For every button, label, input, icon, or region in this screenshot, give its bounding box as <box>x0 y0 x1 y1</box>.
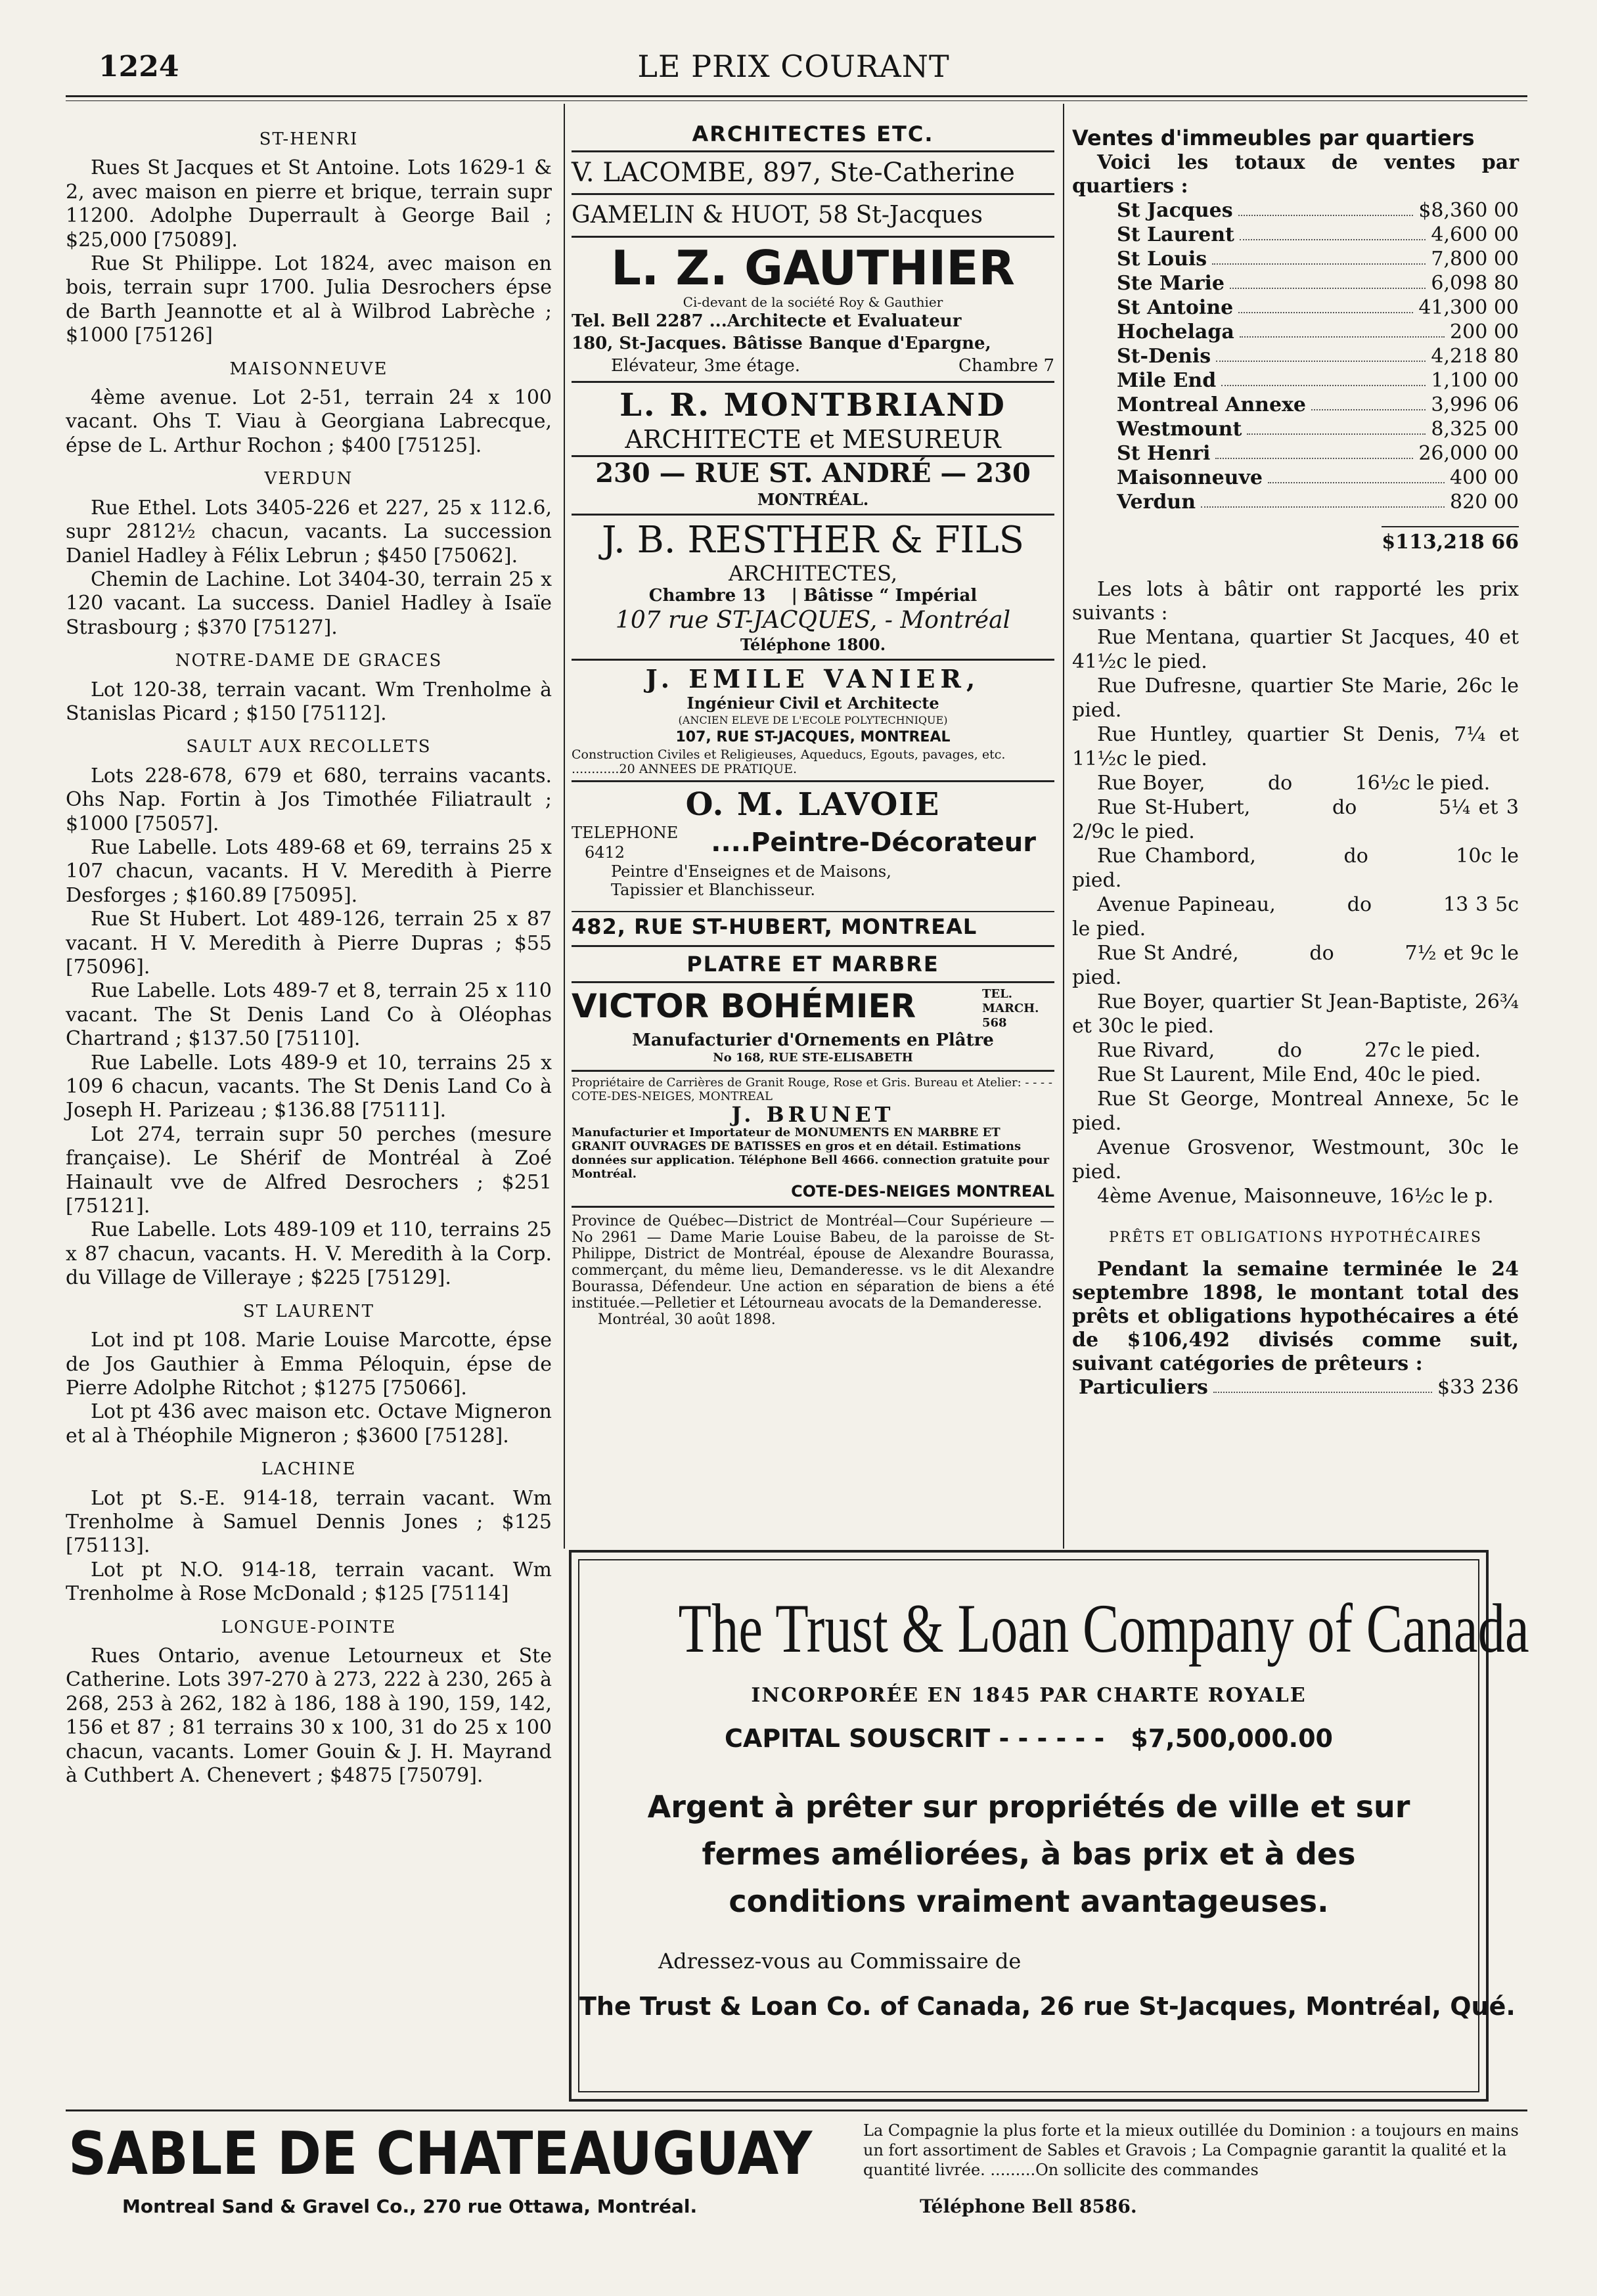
vanier-ad <box>572 661 1054 782</box>
gauthier-name: L. Z. GAUTHIER <box>611 240 1015 296</box>
brunet-intro: Propriétaire de Carrières de Granit Rouge, Rose et Gris. Bureau et Atelier: - - - - COTE-DES-NEIGES, MONTREAL <box>572 1076 1052 1103</box>
dot-leader <box>1238 296 1413 313</box>
ward-total-row <box>1117 466 1519 490</box>
column-divider-1 <box>564 104 565 1549</box>
sable-phone: Téléphone Bell 8586. <box>920 2196 1137 2217</box>
gauthier-floor: Elévateur, 3me étage. <box>611 356 801 376</box>
bottom-rule <box>66 2109 1527 2111</box>
trust-incorporated: INCORPORÉE EN 1845 PAR CHARTE ROYALE <box>751 1684 1307 1707</box>
ward-total-row <box>1117 441 1519 466</box>
resther-address: 107 rue ST-JACQUES, - Montréal <box>615 607 1011 634</box>
header-rule <box>66 95 1527 97</box>
resther-name: J. B. RESTHER & FILS <box>601 519 1025 562</box>
dot-leader <box>1240 320 1445 338</box>
brunet-footer: COTE-DES-NEIGES MONTREAL <box>791 1182 1054 1201</box>
lot-price-entry: Rue St-Hubert, do 5¼ et 3 2/9c le pied. <box>1072 796 1525 843</box>
lacombe-ad: V. LACOMBE, 897, Ste-Catherine <box>572 152 1054 195</box>
notice-date: Montréal, 30 août 1898. <box>598 1312 776 1328</box>
lot-price-entry: 4ème Avenue, Maisonneuve, 16½c le p. <box>1097 1185 1494 1208</box>
sale-entry: Rue Labelle. Lots 489-7 et 8, terrain 25 x 110 vacant. The St Denis Land Co à Oléophas Chartrand ; $137.50 [75110]. <box>66 979 552 1051</box>
sale-entry: Rues St Jacques et St Antoine. Lots 1629-1 & 2, avec maison en pierre et brique, terrain supr 11200. Adolphe Duperrault à George Bail ; $25,000 [75089]. <box>66 156 552 252</box>
trust-title: The Trust & Loan Company of Canada <box>678 1590 1529 1667</box>
lot-price-entry: Avenue Grosvenor, Westmount, 30c le pied. <box>1072 1136 1525 1183</box>
loans-title: PRÊTS ET OBLIGATIONS HYPOTHÉCAIRES <box>1109 1229 1482 1246</box>
dot-leader <box>1268 466 1445 483</box>
dot-leader <box>1201 490 1445 508</box>
ward-amount: $8,360 00 <box>1418 199 1519 222</box>
montbriand-name: L. R. MONTBRIAND <box>619 387 1006 424</box>
brunet-ad <box>572 1072 1054 1208</box>
sale-entry: Lot ind pt 108. Marie Louise Marcotte, épse de Jos Gauthier à Emma Péloquin, épse de Pierre Adolphe Ritchot ; $1275 [75066]. <box>66 1329 552 1400</box>
ward-name: St-Denis <box>1117 345 1211 368</box>
lavoie-name: O. M. LAVOIE <box>685 786 941 823</box>
grand-total: $113,218 66 <box>1382 526 1519 554</box>
particuliers-label: Particuliers <box>1079 1376 1208 1399</box>
ward-name: Ste Marie <box>1117 272 1225 295</box>
sale-entry: 4ème avenue. Lot 2-51, terrain 24 x 100 vacant. Ohs T. Viau à Georgiana Labrecque, épse de L. Arthur Rochon ; $400 [75125]. <box>66 386 552 457</box>
ward-totals-list <box>1072 198 1519 514</box>
ward-name: Mile End <box>1117 369 1217 392</box>
ward-name: Verdun <box>1117 491 1196 514</box>
lot-price-entry: Avenue Papineau, do 13 3 5c le pied. <box>1072 893 1525 940</box>
section-title: NOTRE-DAME DE GRACES <box>175 651 443 671</box>
ward-name: St Henri <box>1117 442 1211 465</box>
lot-price-entry: Rue Boyer, do 16½c le pied. <box>1097 772 1491 795</box>
lot-price-entry: Rue Mentana, quartier St Jacques, 40 et 41½c le pied. <box>1072 626 1525 673</box>
ward-amount: 41,300 00 <box>1418 296 1519 319</box>
ward-name: St Laurent <box>1117 223 1234 246</box>
left-column-sales <box>66 118 552 1788</box>
header-rule-thin <box>66 100 1527 101</box>
court-notice <box>572 1208 1054 1328</box>
sable-company: Montreal Sand & Gravel Co., 270 rue Ottawa, Montréal. <box>122 2196 698 2217</box>
dot-leader <box>1213 1376 1432 1393</box>
trust-address: The Trust & Loan Co. of Canada, 26 rue St-Jacques, Montréal, Qué. <box>579 1992 1516 2021</box>
sale-entry: Rue Labelle. Lots 489-68 et 69, terrains 25 x 107 chacun, vacants. H V. Meredith à Pierre Desforges ; $160.89 [75095]. <box>66 835 552 907</box>
section-title: VERDUN <box>264 469 353 489</box>
lavoie-line1: Peintre d'Enseignes et de Maisons, <box>611 862 891 881</box>
ward-name: St Louis <box>1117 248 1207 271</box>
bohemier-ad <box>572 983 1054 1072</box>
resther-ad <box>572 516 1054 661</box>
ward-total-row <box>1117 368 1519 393</box>
sale-entry: Lot pt N.O. 914-18, terrain vacant. Wm Trenholme à Rose McDonald ; $125 [75114] <box>66 1558 552 1606</box>
ward-total-row <box>1117 490 1519 514</box>
vanier-sub: Ingénieur Civil et Architecte <box>686 694 939 713</box>
ward-amount: 7,800 00 <box>1431 248 1519 271</box>
sable-title: SABLE DE CHATEAUGUAY <box>68 2119 813 2188</box>
loans-text: Pendant la semaine terminée le 24 septembre 1898, le montant total des prêts et obligations hypothécaires a été de $106,492 divisés comme suit, suivant catégories de prêteurs : <box>1072 1258 1519 1375</box>
particuliers-amount: $33 236 <box>1437 1376 1519 1399</box>
trust-loan-ad <box>569 1550 1529 2102</box>
dot-leader <box>1247 417 1426 435</box>
resther-sub: ARCHITECTES, <box>728 561 898 586</box>
dot-leader <box>1238 198 1414 216</box>
dot-leader <box>1221 368 1426 386</box>
lot-price-entry: Rue Rivard, do 27c le pied. <box>1097 1039 1481 1062</box>
lot-price-entry: Rue Chambord, do 10c le pied. <box>1072 845 1525 892</box>
lot-price-entry: Rue Boyer, quartier St Jean-Baptiste, 26¾ et 30c le pied. <box>1072 990 1525 1038</box>
ward-total-row <box>1117 198 1519 223</box>
resther-room: Chambre 13 <box>648 586 766 606</box>
ward-amount: 6,098 80 <box>1431 272 1519 295</box>
sable-ad <box>68 2118 1533 2217</box>
lavoie-tel-number: 6412 <box>585 843 625 862</box>
ad-frame <box>578 1559 1529 2092</box>
bohemier-name: VICTOR BOHÉMIER <box>572 987 916 1025</box>
gauthier-tel: Tel. Bell 2287 ...Architecte et Evaluateur <box>572 311 962 331</box>
ward-total-row <box>1117 417 1519 441</box>
lavoie-address: 482, RUE ST-HUBERT, MONTREAL <box>572 911 1054 941</box>
ward-amount: 400 00 <box>1450 466 1519 489</box>
ward-total-row <box>1117 223 1519 247</box>
ward-amount: 8,325 00 <box>1431 418 1519 441</box>
journal-title: LE PRIX COURANT <box>637 49 950 84</box>
vanier-name: J. EMILE VANIER, <box>645 664 981 694</box>
sale-entry: Rue Labelle. Lots 489-9 et 10, terrains 25 x 109 6 chacun, vacants. The St Denis Land Co à Joseph H. Parizeau ; $136.88 [75111]. <box>66 1051 552 1122</box>
resther-building: | Bâtisse “ Impérial <box>791 586 978 606</box>
lot-price-entry: Rue St George, Montreal Annexe, 5c le pied. <box>1072 1088 1525 1135</box>
ward-total-row <box>1117 247 1519 271</box>
capital-label: CAPITAL SOUSCRIT - - - - - - <box>725 1724 1105 1753</box>
dot-leader <box>1212 247 1426 265</box>
lavoie-ad <box>572 782 1054 947</box>
section-title: ST-HENRI <box>259 129 359 149</box>
ward-name: St Jacques <box>1117 199 1233 222</box>
ward-amount: 4,600 00 <box>1431 223 1519 246</box>
sable-text: La Compagnie la plus forte et la mieux outillée du Dominion : a toujours en mains un fort assortiment de Sables et Gravois ; La Compagnie garantit la qualité et la quantité livrée. .........On sollicite des commandes <box>863 2121 1519 2179</box>
notice-text: Province de Québec—District de Montréal—Cour Supérieure — No 2961 — Dame Marie Louise Babeu, de la paroisse de St-Philippe, District de Montréal, épouse de Alexandre Bourassa, commerçant, du même lieu, Demanderesse. vs le dit Alexandre Bourassa, Défendeur. Une action en séparation de biens a été instituée.—Pelletier et Létourneau avocats de la Demanderesse. <box>572 1213 1054 1312</box>
sale-entry: Lot pt 436 avec maison etc. Octave Migneron et al à Théophile Migneron ; $3600 [75128]. <box>66 1400 552 1447</box>
lot-price-entry: Rue Dufresne, quartier Ste Marie, 26c le pied. <box>1072 674 1525 722</box>
sale-entry: Rue Ethel. Lots 3405-226 et 227, 25 x 112.6, supr 2812½ chacun, vacants. La succession Daniel Hadley à Félix Lebrun ; $450 [75062]. <box>66 496 552 567</box>
montbriand-city: MONTRÉAL. <box>757 490 869 509</box>
lavoie-trade: ....Peintre-Décorateur <box>711 827 1036 858</box>
vanier-address: 107, RUE ST-JACQUES, MONTREAL <box>675 729 951 745</box>
sale-entry: Rue St Philippe. Lot 1824, avec maison en bois, terrain supr 1700. Julia Desrochers épse de Barth Jeannotte et al à Wilbrod Labrèche ; $1000 [75126] <box>66 252 552 347</box>
gauthier-sub: Ci-devant de la société Roy & Gauthier <box>683 294 943 310</box>
sale-entry: Lots 228-678, 679 et 680, terrains vacants. Ohs Nap. Fortin à Jos Timothée Filiatrault ; $1000 [75057]. <box>66 764 552 835</box>
middle-column-ads <box>572 118 1054 1328</box>
lot-price-entry: Rue Huntley, quartier St Denis, 7¼ et 11½c le pied. <box>1072 723 1525 770</box>
dot-leader <box>1216 344 1426 362</box>
section-title: MAISONNEUVE <box>229 359 388 379</box>
gauthier-room: Chambre 7 <box>958 356 1054 376</box>
vanier-works: Construction Civiles et Religieuses, Aqueducs, Egouts, pavages, etc. ............20 ANNEES DE PRATIQUE. <box>572 747 1006 776</box>
lavoie-tel-label: TELEPHONE <box>572 824 679 842</box>
brunet-body: Manufacturier et Importateur de MONUMENTS EN MARBRE ET GRANIT OUVRAGES DE BATISSES en gros et en détail. Estimations données sur application. Téléphone Bell 4666. connection gratuite pour Montréal. <box>572 1126 1049 1181</box>
column-divider-2 <box>1063 104 1064 1549</box>
ward-name: Montreal Annexe <box>1117 393 1307 416</box>
resther-phone: Téléphone 1800. <box>740 635 886 654</box>
lots-intro: Les lots à bâtir ont rapporté les prix suivants : <box>1072 578 1519 625</box>
lavoie-line2: Tapissier et Blanchisseur. <box>611 881 815 899</box>
gamelin-ad: GAMELIN & HUOT, 58 St-Jacques <box>572 195 1054 238</box>
page-number: 1224 <box>99 50 179 83</box>
ward-amount: 200 00 <box>1450 320 1519 343</box>
ward-name: Maisonneuve <box>1117 466 1263 489</box>
bohemier-phone: TEL. MARCH. 568 <box>982 987 1039 1030</box>
lot-price-entry: Rue St Laurent, Mile End, 40c le pied. <box>1097 1063 1481 1086</box>
section-title: SAULT AUX RECOLLETS <box>186 737 432 757</box>
trust-pitch: Argent à prêter sur propriétés de ville et sur fermes améliorées, à bas prix et à des conditions vraiment avantageuses. <box>647 1789 1410 1919</box>
dot-leader <box>1311 393 1426 410</box>
dot-leader <box>1215 441 1413 459</box>
ward-total-row <box>1117 320 1519 344</box>
gauthier-address: 180, St-Jacques. Bâtisse Banque d'Epargne, <box>572 334 991 353</box>
page-header <box>58 46 1529 92</box>
ward-amount: 4,218 80 <box>1431 345 1519 368</box>
ward-name: Westmount <box>1117 418 1242 441</box>
ward-total-row <box>1117 344 1519 368</box>
bohemier-sub: Manufacturier d'Ornements en Plâtre <box>632 1030 994 1050</box>
bohemier-address: No 168, RUE STE-ELISABETH <box>713 1051 913 1065</box>
right-column <box>1072 125 1525 1400</box>
ward-total-row <box>1117 296 1519 320</box>
dot-leader <box>1240 223 1426 240</box>
ward-name: St Antoine <box>1117 296 1234 319</box>
sale-entry: Rue Labelle. Lots 489-109 et 110, terrains 25 x 87 chacun, vacants. H. V. Meredith à la Corp. du Village de Villeraye ; $225 [75129]. <box>66 1218 552 1290</box>
architects-header: ARCHITECTES ETC. <box>572 118 1054 152</box>
sales-intro: Voici les totaux de ventes par quartiers : <box>1072 151 1519 198</box>
section-title: LONGUE-POINTE <box>221 1617 397 1637</box>
sales-by-ward-title: Ventes d'immeubles par quartiers <box>1072 125 1475 150</box>
ward-total-row <box>1117 393 1519 417</box>
trust-address-intro: Adressez-vous au Commissaire de <box>658 1949 1022 1974</box>
brunet-name: J. BRUNET <box>731 1102 895 1127</box>
capital-value: $7,500,000.00 <box>1131 1724 1333 1753</box>
ward-name: Hochelaga <box>1117 320 1234 343</box>
ward-total-row <box>1117 271 1519 296</box>
ward-amount: 820 00 <box>1450 491 1519 514</box>
sale-entry: Lot 120-38, terrain vacant. Wm Trenholme à Stanislas Picard ; $150 [75112]. <box>66 678 552 725</box>
ward-amount: 26,000 00 <box>1418 442 1519 465</box>
sale-entry: Rue St Hubert. Lot 489-126, terrain 25 x 87 vacant. H V. Meredith à Pierre Dupras ; $55 [75096]. <box>66 908 552 979</box>
montbriand-ad <box>572 383 1054 516</box>
lot-price-entry: Rue St André, do 7½ et 9c le pied. <box>1072 942 1525 989</box>
lot-prices-list <box>1072 625 1525 1208</box>
section-title: ST LAURENT <box>242 1301 375 1321</box>
sale-entry: Lot 274, terrain supr 50 perches (mesure française). Le Shérif de Montréal à Zoé Hainault vve de Alfred Desrochers ; $251 [75121]. <box>66 1122 552 1218</box>
vanier-note: (ANCIEN ELEVE DE L'ECOLE POLYTECHNIQUE) <box>678 714 948 726</box>
montbriand-sub: ARCHITECTE et MESUREUR <box>625 425 1001 454</box>
section-title: LACHINE <box>261 1459 357 1480</box>
ward-amount: 1,100 00 <box>1431 369 1519 392</box>
sale-entry: Rues Ontario, avenue Letourneux et Ste Catherine. Lots 397-270 à 273, 222 à 230, 265 à 268, 253 à 262, 182 à 186, 188 à 190, 159, 142, 156 et 87 ; 81 terrains 30 x 100, 31 do 25 x 100 chacun, vacants. Lomer Gouin & J. H. Mayrand à Cuthbert A. Chenevert ; $4875 [75079]. <box>66 1644 552 1787</box>
dot-leader <box>1230 271 1426 289</box>
montbriand-address: 230 — RUE ST. ANDRÉ — 230 <box>572 455 1054 490</box>
gauthier-ad <box>572 238 1054 383</box>
sale-entry: Chemin de Lachine. Lot 3404-30, terrain 25 x 120 vacant. La success. Daniel Hadley à Isaïe Strasbourg ; $370 [75127]. <box>66 567 552 639</box>
ward-amount: 3,996 06 <box>1431 393 1519 416</box>
platre-header: PLATRE ET MARBRE <box>572 947 1054 983</box>
sale-entry: Lot pt S.-E. 914-18, terrain vacant. Wm Trenholme à Samuel Dennis Jones ; $125 [75113]. <box>66 1486 552 1558</box>
